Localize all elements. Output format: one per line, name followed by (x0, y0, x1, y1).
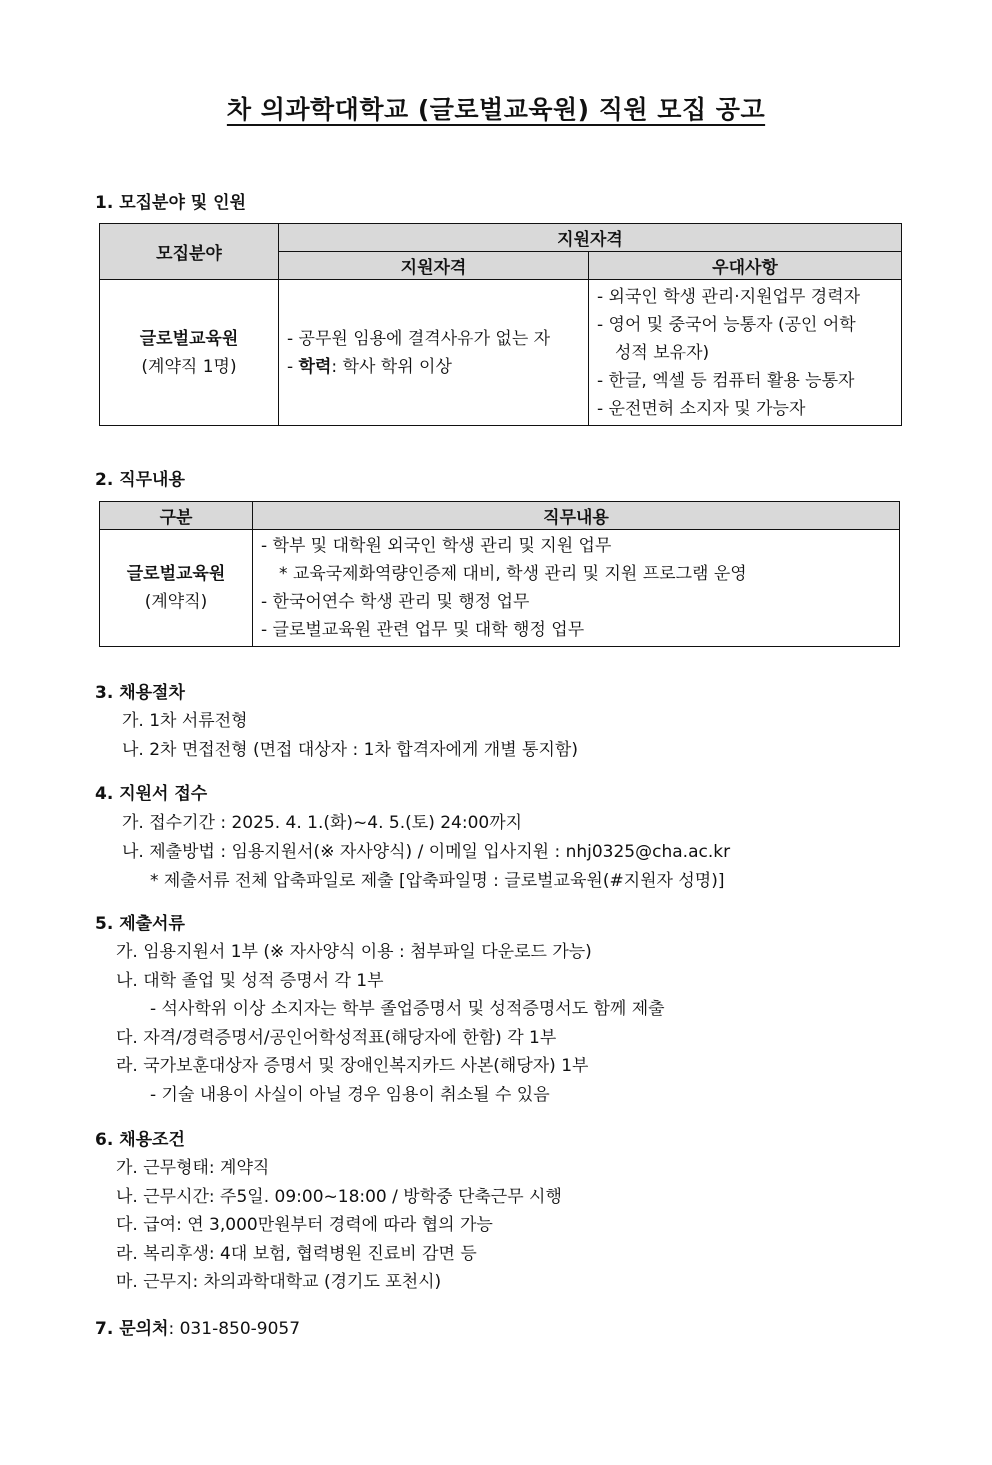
division-name: 글로벌교육원 (126, 564, 226, 584)
procedure-line: 나. 2차 면접전형 (면접 대상자 : 1차 합격자에게 개별 통지함) (122, 740, 578, 760)
field-name: 글로벌교육원 (139, 328, 239, 349)
page-title: 차 의과학대학교 (글로벌교육원) 직원 모집 공고 (226, 95, 766, 124)
contact-phone: : 031-850-9057 (168, 1319, 301, 1339)
section-6-heading: 6. 채용조건 (95, 1130, 185, 1150)
application-line: 가. 접수기간 : 2025. 4. 1.(화)~4. 5.(토) 24:00까지 (122, 813, 523, 833)
condition-line: 나. 근무시간: 주5일. 09:00~18:00 / 방학중 단축근무 시행 (116, 1187, 562, 1207)
header-duty: 직무내용 (253, 502, 900, 530)
document-line: 나. 대학 졸업 및 성적 증명서 각 1부 (116, 971, 384, 991)
preference-item: - 영어 및 중국어 능통자 (공인 어학 (597, 314, 856, 335)
qualification-item: - 학력: 학사 학위 이상 (287, 356, 452, 377)
header-preference: 우대사항 (589, 252, 902, 280)
recruitment-table (99, 223, 902, 426)
section-5-heading: 5. 제출서류 (95, 914, 185, 934)
duty-item: - 글로벌교육원 관련 업무 및 대학 행정 업무 (261, 620, 585, 640)
section-1-heading: 1. 모집분야 및 인원 (95, 193, 246, 213)
section-2-heading: 2. 직무내용 (95, 470, 185, 490)
field-cell (100, 280, 279, 426)
section-4-heading: 4. 지원서 접수 (95, 784, 208, 804)
header-field: 모집분야 (100, 224, 279, 280)
preference-item: - 운전면허 소지자 및 가능자 (597, 398, 806, 419)
application-line: 나. 제출방법 : 임용지원서(※ 자사양식) / 이메일 입사지원 : nhj0325@cha.ac.kr (122, 842, 731, 862)
document-line: 가. 임용지원서 1부 (※ 자사양식 이용 : 첨부파일 다운로드 가능) (116, 942, 592, 962)
condition-line: 마. 근무지: 차의과학대학교 (경기도 포천시) (116, 1272, 442, 1292)
condition-line: 라. 복리후생: 4대 보험, 협력병원 진료비 감면 등 (116, 1244, 477, 1264)
document-subline: - 석사학위 이상 소지자는 학부 졸업증명서 및 성적증명서도 함께 제출 (150, 999, 665, 1019)
division-type: (계약직) (144, 592, 208, 612)
duty-cell (253, 530, 900, 647)
section-7-heading: 7. 문의처 (95, 1319, 169, 1339)
preference-item: - 외국인 학생 관리·지원업무 경력자 (597, 286, 861, 307)
section-3-heading: 3. 채용절차 (95, 683, 185, 703)
duty-table (99, 501, 900, 647)
contact-line (95, 1314, 300, 1339)
document-line: 라. 국가보훈대상자 증명서 및 장애인복지카드 사본(해당자) 1부 (116, 1056, 589, 1076)
field-count: (계약직 1명) (141, 356, 237, 377)
qualification-cell (279, 280, 589, 426)
duty-item: - 한국어연수 학생 관리 및 행정 업무 (261, 592, 530, 612)
document-subline: - 기술 내용이 사실이 아닐 경우 임용이 취소될 수 있음 (150, 1085, 550, 1105)
condition-line: 다. 급여: 연 3,000만원부터 경력에 따라 협의 가능 (116, 1215, 493, 1235)
preference-item: - 한글, 엑셀 등 컴퓨터 활용 능통자 (597, 370, 855, 391)
qualification-item: - 공무원 임용에 결격사유가 없는 자 (287, 328, 551, 349)
application-note: * 제출서류 전체 압축파일로 제출 [압축파일명 : 글로벌교육원(#지원자 성명)] (150, 871, 725, 891)
division-cell (100, 530, 253, 647)
header-qualification-group: 지원자격 (279, 224, 902, 252)
procedure-line: 가. 1차 서류전형 (122, 711, 248, 731)
header-qualification: 지원자격 (279, 252, 589, 280)
preference-cell (589, 280, 902, 426)
condition-line: 가. 근무형태: 계약직 (116, 1158, 270, 1178)
duty-item: - 학부 및 대학원 외국인 학생 관리 및 지원 업무 (261, 536, 612, 556)
header-division: 구분 (100, 502, 253, 530)
preference-item-cont: 성적 보유자) (615, 342, 710, 363)
duty-note: * 교육국제화역량인증제 대비, 학생 관리 및 지원 프로그램 운영 (279, 564, 747, 584)
document-line: 다. 자격/경력증명서/공인어학성적표(해당자에 한함) 각 1부 (116, 1028, 557, 1048)
